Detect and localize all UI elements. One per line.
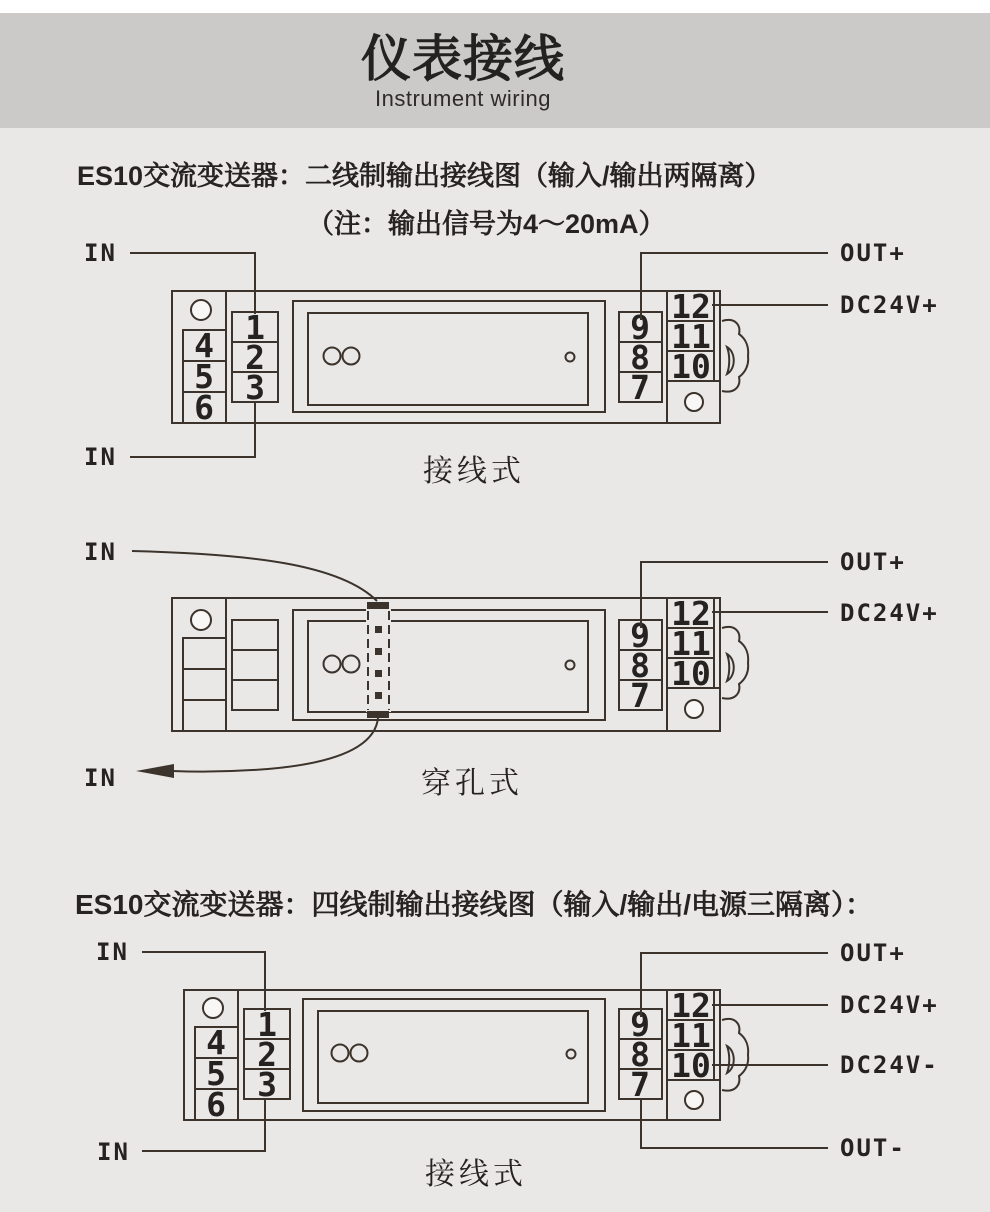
terminal-block-right-outer	[667, 594, 720, 731]
display-inner-frame	[308, 313, 588, 405]
label-dc24v-plus: DC24V+	[840, 291, 939, 319]
din-clip-outline	[722, 320, 748, 392]
din-clip	[722, 1019, 748, 1091]
label-in-top: IN	[96, 938, 129, 966]
terminal-number: 9	[630, 1005, 650, 1044]
terminal-cell	[183, 669, 226, 700]
terminal-number: 12	[671, 986, 711, 1025]
terminal-block-right-outer	[667, 986, 720, 1120]
wire-in-bottom	[130, 402, 255, 457]
terminal-number: 3	[257, 1065, 277, 1104]
terminal-number: 1	[245, 308, 265, 347]
display-dot-left-2	[343, 656, 360, 673]
terminal-number: 1	[257, 1005, 277, 1044]
label-dc24v-plus: DC24V+	[840, 991, 939, 1019]
section1-title: ES10交流变送器：二线制输出接线图（输入/输出两隔离）	[77, 161, 772, 191]
mounting-hole-left	[203, 998, 223, 1018]
label-out-plus: OUT+	[840, 548, 906, 576]
label-out-plus: OUT+	[840, 239, 906, 267]
terminal-number: 2	[257, 1035, 277, 1074]
display-window	[303, 999, 605, 1111]
terminal-number: 10	[671, 1046, 711, 1085]
channel-cap-top	[367, 602, 389, 609]
mounting-hole-left	[191, 300, 211, 320]
label-out-plus: OUT+	[840, 939, 906, 967]
terminal-number: 2	[245, 338, 265, 377]
terminal-number: 11	[671, 317, 711, 356]
section2-title: ES10交流变送器：四线制输出接线图（输入/输出/电源三隔离）：	[75, 889, 874, 920]
terminal-block-left-inner	[244, 1005, 290, 1104]
terminal-number: 7	[630, 368, 650, 407]
terminal-block-right-inner	[619, 1005, 662, 1104]
diagram-caption: 接线式	[425, 1158, 527, 1191]
arrowhead-left	[136, 764, 174, 778]
din-clip-crescent	[727, 654, 734, 681]
diagram-two-wire	[84, 239, 939, 488]
wire-out-plus	[641, 562, 828, 628]
label-in-bottom: IN	[84, 443, 117, 471]
mounting-hole-right	[685, 700, 703, 718]
terminal-number: 11	[671, 1016, 711, 1055]
diagram-caption: 接线式	[423, 455, 525, 488]
wire-in-top	[142, 952, 265, 1011]
terminal-number: 3	[245, 368, 265, 407]
terminal-block-right-inner	[619, 616, 662, 715]
din-clip-outline	[722, 627, 748, 699]
din-clip-crescent	[727, 1046, 734, 1073]
terminal-number: 4	[206, 1023, 226, 1062]
terminal-cell	[232, 650, 278, 680]
terminal-number: 12	[671, 594, 711, 633]
display-inner-frame	[318, 1011, 588, 1103]
display-dot-left-1	[332, 1045, 349, 1062]
terminal-cell	[183, 700, 226, 731]
terminal-number: 8	[630, 338, 650, 377]
terminal-number: 4	[194, 326, 214, 365]
terminal-number: 12	[671, 287, 711, 326]
terminal-cell	[183, 638, 226, 669]
terminal-block-left-outer	[195, 1023, 238, 1124]
terminal-number: 11	[671, 624, 711, 663]
terminal-number: 6	[194, 388, 214, 427]
terminal-number: 5	[194, 357, 214, 396]
label-dc24v-minus: DC24V-	[840, 1051, 939, 1079]
wire-out-plus	[641, 953, 828, 1017]
terminal-cell	[232, 680, 278, 710]
page-title: 仪表接线	[361, 31, 565, 87]
display-window	[293, 301, 605, 412]
terminal-number: 8	[630, 646, 650, 685]
terminal-number: 10	[671, 347, 711, 386]
display-dot-right	[566, 661, 575, 670]
display-window	[293, 610, 605, 720]
terminal-number: 5	[206, 1054, 226, 1093]
display-dot-left-1	[324, 348, 341, 365]
channel-cap-bottom	[367, 711, 389, 718]
label-in-top: IN	[84, 538, 117, 566]
display-dot-left-2	[343, 348, 360, 365]
terminal-number: 6	[206, 1085, 226, 1124]
display-inner-frame	[308, 621, 588, 712]
label-in-bottom: IN	[97, 1138, 130, 1166]
terminal-number: 7	[630, 1065, 650, 1104]
terminal-number: 9	[630, 308, 650, 347]
terminal-number: 7	[630, 676, 650, 715]
terminal-cell	[232, 620, 278, 650]
mounting-hole-right	[685, 393, 703, 411]
display-dot-left-1	[324, 656, 341, 673]
terminal-block-left-outer	[183, 638, 226, 731]
through-hole-channel	[366, 602, 391, 718]
din-clip-crescent	[727, 347, 734, 374]
terminal-block-left-inner	[232, 620, 278, 710]
mounting-hole-right	[685, 1091, 703, 1109]
din-clip	[722, 627, 748, 699]
terminal-block-right-outer	[667, 287, 720, 423]
terminal-block-left-outer	[183, 326, 226, 427]
mounting-hole-left	[191, 610, 211, 630]
label-in-bottom: IN	[84, 764, 117, 792]
wire-out-minus	[641, 1099, 828, 1148]
wire-in-top-curve	[132, 551, 377, 601]
label-out-minus: OUT-	[840, 1134, 906, 1162]
terminal-number: 10	[671, 654, 711, 693]
wire-in-bottom	[142, 1099, 265, 1151]
label-dc24v-plus: DC24V+	[840, 599, 939, 627]
display-dot-left-2	[351, 1045, 368, 1062]
wire-out-plus	[641, 253, 828, 320]
terminal-number: 9	[630, 616, 650, 655]
section1-note: （注：输出信号为4～20mA）	[307, 209, 666, 239]
diagram-four-wire	[96, 938, 939, 1191]
din-clip-outline	[722, 1019, 748, 1091]
din-clip	[722, 320, 748, 392]
label-in-top: IN	[84, 239, 117, 267]
display-dot-right	[567, 1050, 576, 1059]
wire-in-bottom-curve	[172, 718, 378, 772]
display-dot-right	[566, 353, 575, 362]
diagram-caption: 穿孔式	[421, 767, 523, 800]
page-subtitle: Instrument wiring	[374, 86, 551, 111]
terminal-block-right-inner	[619, 308, 662, 407]
terminal-block-left-inner	[232, 308, 278, 407]
diagram-through-hole	[84, 538, 939, 800]
terminal-number: 8	[630, 1035, 650, 1074]
